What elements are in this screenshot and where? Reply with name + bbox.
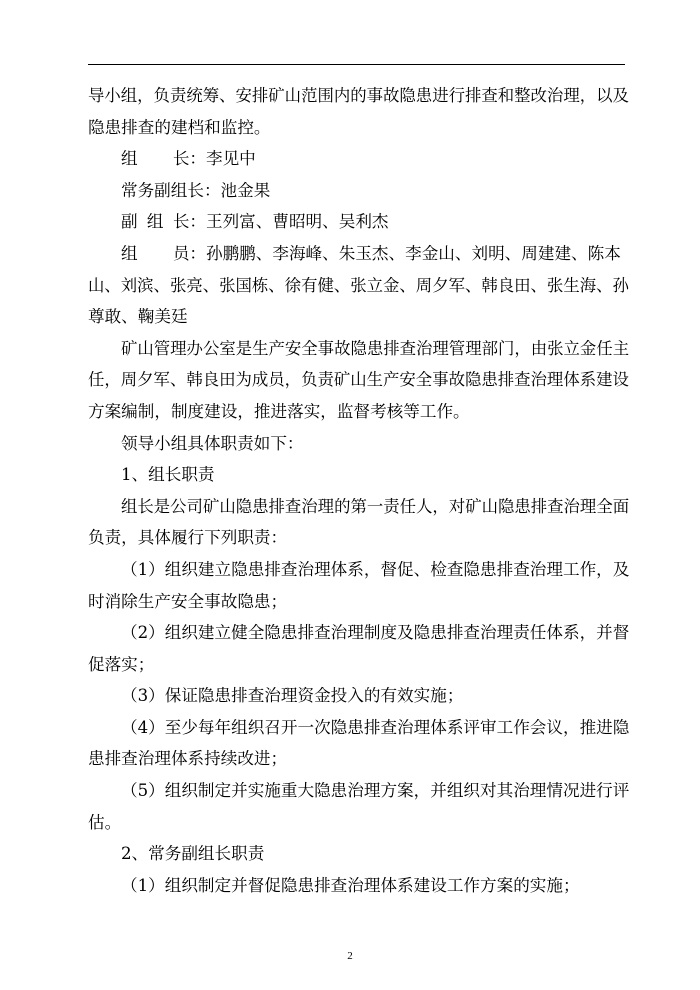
- document-body: [88, 80, 628, 901]
- list-item: （4）至少每年组织召开一次隐患排查治理体系评审工作会议，推进隐: [121, 717, 630, 737]
- paragraph-line: 负责，具体履行下列职责：: [88, 528, 288, 548]
- role-value: 王列富、曹昭明、吴利杰: [206, 212, 389, 232]
- role-label: 副 组 长：: [121, 212, 206, 232]
- page-number: 2: [347, 950, 353, 962]
- paragraph-line: 领导小组具体职责如下：: [121, 433, 304, 453]
- paragraph-line: 方案编制，制度建设，推进落实，监督考核等工作。: [88, 401, 470, 421]
- paragraph-line: 尊敢、鞠美廷: [88, 307, 188, 327]
- role-leader-line: [88, 143, 628, 175]
- role-label: 组 长：: [121, 149, 206, 169]
- section-heading: 2、常务副组长职责: [121, 844, 265, 864]
- list-item-continuation: 促落实；: [88, 654, 155, 674]
- list-item-continuation: 时消除生产安全事故隐患；: [88, 591, 288, 611]
- role-members-line: [88, 238, 628, 270]
- paragraph-line: 任，周夕军、韩良田为成员，负责矿山生产安全事故隐患排查治理体系建设: [88, 370, 629, 390]
- role-label: 组 员：: [121, 243, 206, 263]
- list-item: （3）保证隐患排查治理资金投入的有效实施；: [121, 686, 464, 706]
- role-executive-deputy-line: 常务副组长：池金果: [121, 180, 271, 200]
- paragraph-line: 矿山管理办公室是生产安全事故隐患排查治理管理部门，由张立金任主: [121, 338, 630, 358]
- list-item: （1）组织制定并督促隐患排查治理体系建设工作方案的实施；: [121, 875, 580, 895]
- list-item: （2）组织建立健全隐患排查治理制度及隐患排查治理责任体系，并督: [121, 623, 630, 643]
- role-deputy-line: [88, 206, 628, 238]
- list-item-continuation: 患排查治理体系持续改进；: [88, 749, 288, 769]
- header-rule: [88, 64, 625, 65]
- list-item-continuation: 估。: [88, 812, 122, 832]
- section-heading: 1、组长职责: [121, 465, 215, 485]
- role-value: 孙鹏鹏、李海峰、朱玉杰、李金山、刘明、周建建、陈本: [206, 243, 621, 263]
- paragraph-line: 组长是公司矿山隐患排查治理的第一责任人，对矿山隐患排查治理全面: [121, 496, 630, 516]
- paragraph-line: 导小组，负责统筹、安排矿山范围内的事故隐患进行排查和整改治理，以及: [88, 86, 629, 105]
- role-value: 李见中: [206, 149, 256, 169]
- list-item: （5）组织制定并实施重大隐患治理方案，并组织对其治理情况进行评: [121, 781, 630, 801]
- list-item: （1）组织建立隐患排查治理体系，督促、检查隐患排查治理工作，及: [121, 559, 630, 579]
- paragraph-line: 隐患排查的建档和监控。: [88, 117, 271, 137]
- paragraph-line: 山、刘滨、张亮、张国栋、徐有健、张立金、周夕军、韩良田、张生海、孙: [88, 275, 629, 295]
